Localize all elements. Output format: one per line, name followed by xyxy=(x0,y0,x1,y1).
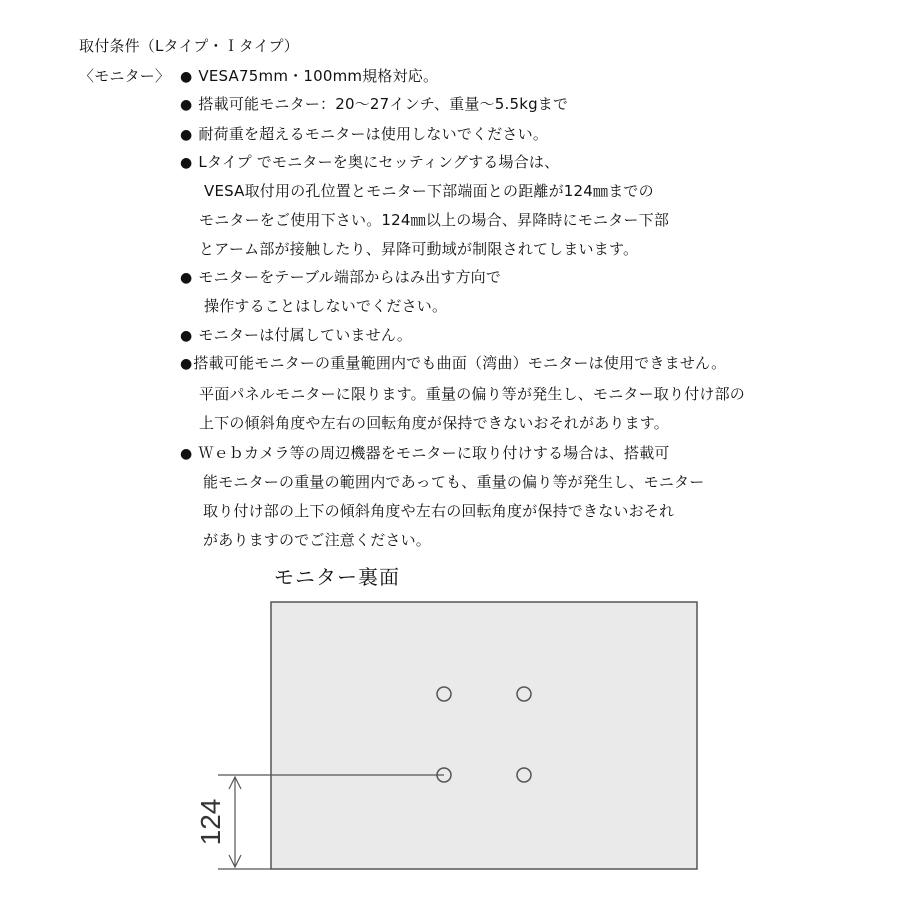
monitor-back-panel xyxy=(271,602,697,869)
list-item-text: 搭載可能モニターの重量範囲内でも曲面（湾曲）モニターは使用できません。 xyxy=(193,354,727,372)
bullet-icon: ● xyxy=(180,155,193,171)
bullet-icon: ● xyxy=(180,270,193,286)
list-item-text: Lタイプ でモニターを奥にセッティングする場合は、 xyxy=(198,153,560,171)
bullet-icon: ● xyxy=(180,69,193,85)
list-item-text: 平面パネルモニターに限ります。重量の偏り等が発生し、モニター取り付け部の xyxy=(199,385,746,403)
section-label: 〈モニター〉 xyxy=(79,67,171,85)
list-item-text: がありますのでご注意ください。 xyxy=(203,531,432,549)
list-item-text: VESA75mm・100mm規格対応。 xyxy=(198,67,439,85)
list-item-text: モニターをテーブル端部からはみ出す方向で xyxy=(198,268,502,286)
list-item-text: 操作することはしないでください。 xyxy=(204,297,448,315)
bullet-icon: ● xyxy=(180,356,193,372)
diagram-title: モニター裏面 xyxy=(274,565,400,589)
bullet-icon: ● xyxy=(180,328,193,344)
list-item-text: 能モニターの重量の範囲内であっても、重量の偏り等が発生し、モニター xyxy=(203,473,705,491)
list-item-text: モニターは付属していません。 xyxy=(198,326,413,344)
list-item-text: とアーム部が接触したり、昇降可動域が制限されてしまいます。 xyxy=(199,240,639,258)
list-item-text: 上下の傾斜角度や左右の回転角度が保持できないおそれがあります。 xyxy=(199,414,670,432)
bullet-icon: ● xyxy=(180,127,193,143)
bullet-icon: ● xyxy=(180,446,193,462)
bullet-icon: ● xyxy=(180,97,193,113)
list-item-text: Ｗｅｂカメラ等の周辺機器をモニターに取り付けする場合は、搭載可 xyxy=(198,444,670,462)
list-item-text: 取り付け部の上下の傾斜角度や左右の回転角度が保持できないおそれ xyxy=(203,502,675,520)
list-item-text: モニターをご使用下さい。124㎜以上の場合、昇降時にモニター下部 xyxy=(199,211,670,229)
heading: 取付条件（Lタイプ・Ｉタイプ） xyxy=(79,37,300,55)
list-item-text: VESA取付用の孔位置とモニター下部端面との距離が124㎜までの xyxy=(204,182,654,200)
dimension-label: 124 xyxy=(195,798,226,846)
list-item-text: 搭載可能モニター：20～27インチ、重量～5.5kgまで xyxy=(198,95,569,113)
list-item-text: 耐荷重を超えるモニターは使用しないでください。 xyxy=(198,125,549,143)
